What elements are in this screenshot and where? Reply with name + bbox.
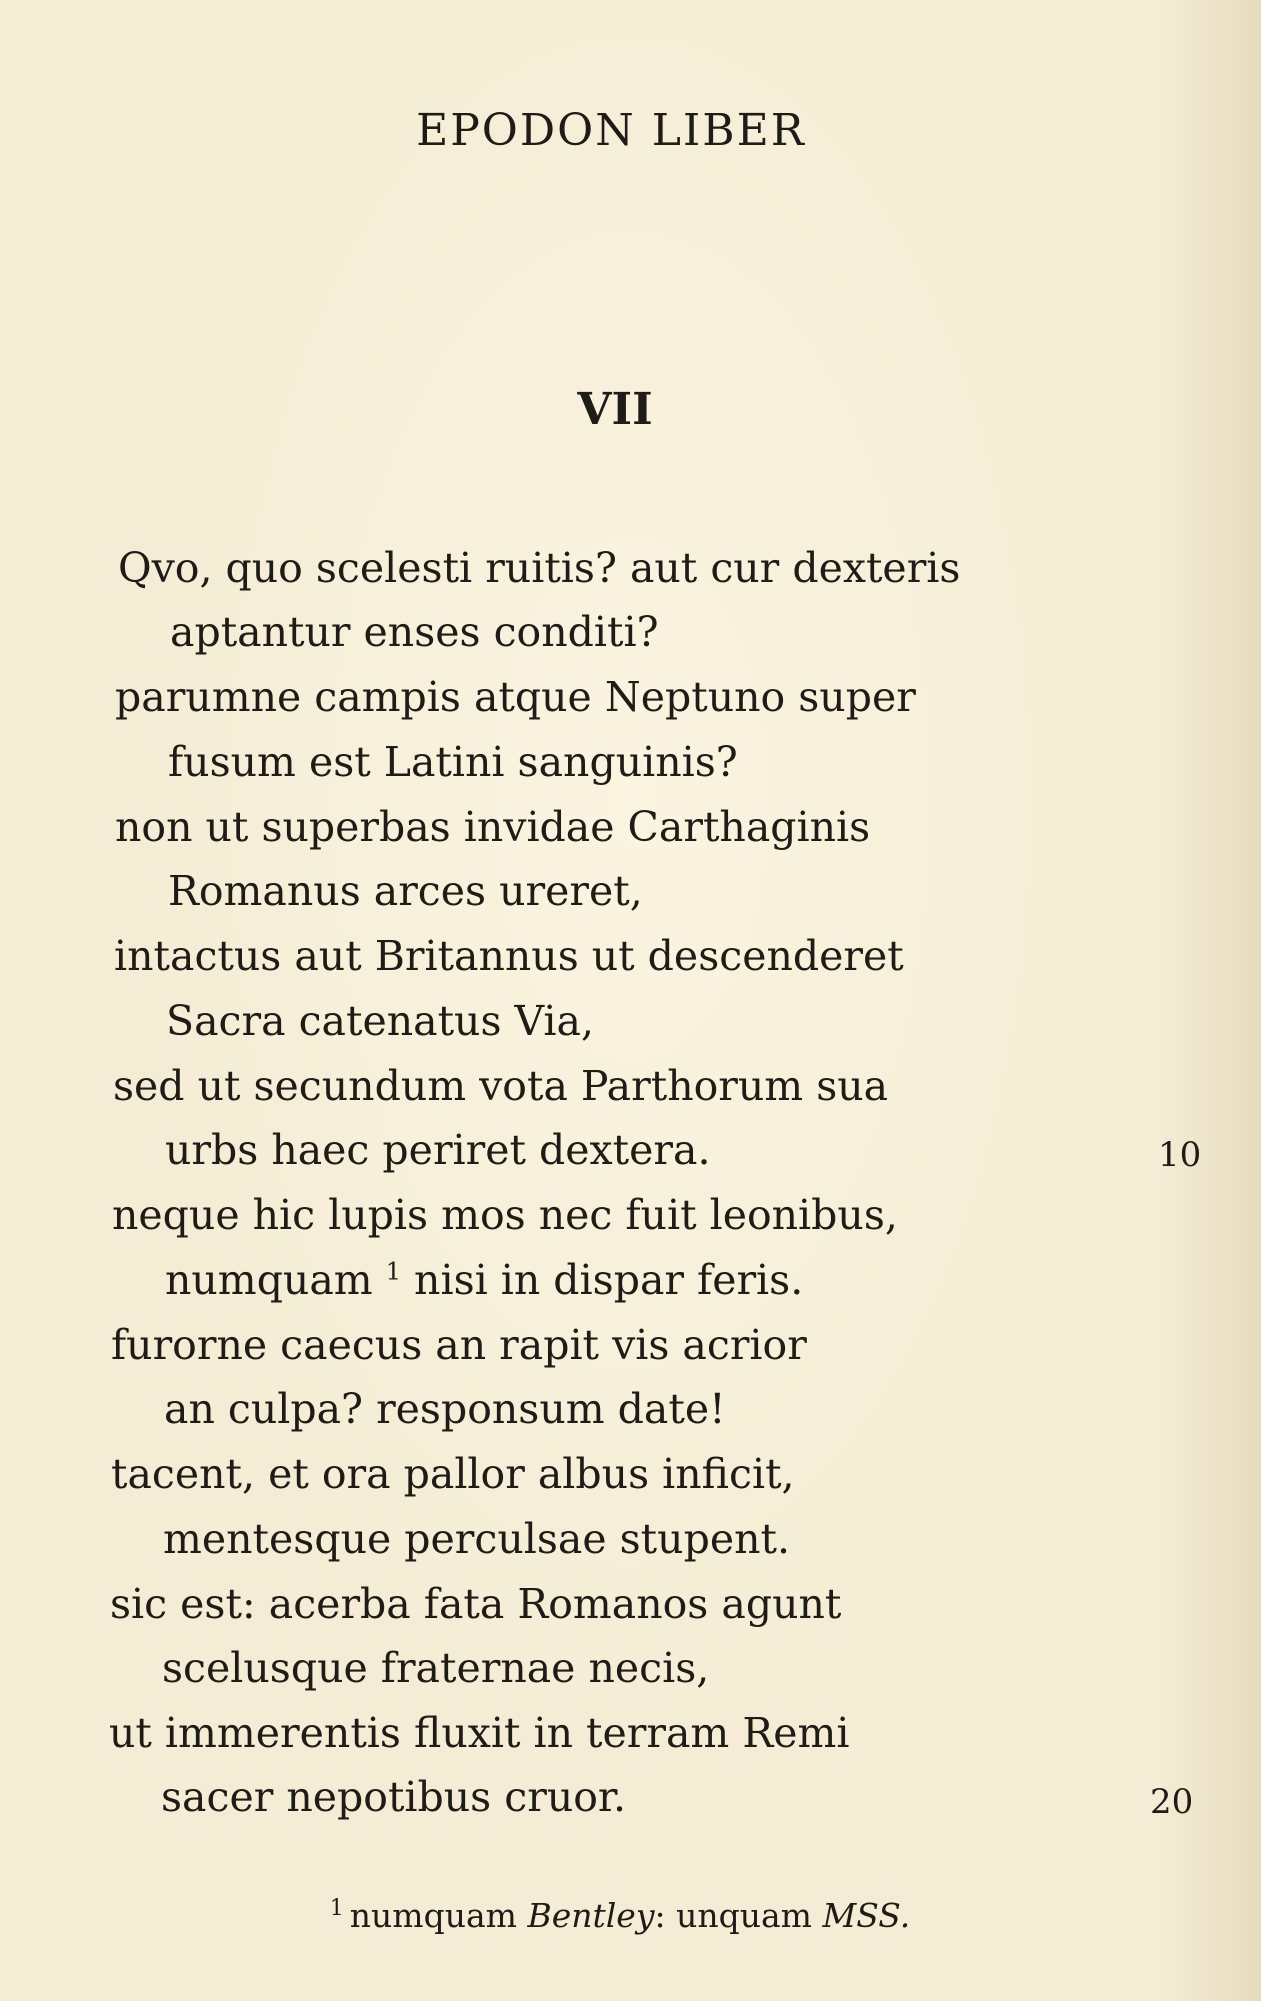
verse-line: an culpa? responsum date! [164, 1385, 726, 1433]
footnote-source: Bentley [527, 1896, 655, 1935]
verse-line: non ut superbas invidae Carthaginis [115, 803, 871, 851]
verse-line: ut immerentis fluxit in terram Remi [109, 1709, 850, 1757]
footnote [0, 1896, 1240, 1935]
line-number: 10 [1158, 1135, 1202, 1175]
footnote-manuscripts: MSS. [822, 1896, 911, 1935]
verse-line: sed ut secundum vota Parthorum sua [113, 1062, 889, 1110]
verse-line: urbs haec periret dextera. [165, 1126, 711, 1174]
footnote-number: 1 [329, 1896, 344, 1921]
verse-line: sic est: acerba fata Romanos agunt [110, 1580, 842, 1628]
line-number: 20 [1150, 1782, 1194, 1822]
footnote-variant: unquam [676, 1896, 812, 1935]
verse-line: furorne caecus an rapit vis acrior [111, 1321, 807, 1369]
verse-line: intactus aut Britannus ut descenderet [114, 932, 904, 980]
footnoted-word: numquam [165, 1256, 373, 1304]
footnote-separator: : [654, 1896, 666, 1935]
footnote-lemma: numquam [349, 1896, 517, 1935]
footnote-reference: 1 [385, 1257, 401, 1286]
poem-text [0, 544, 1261, 1868]
verse-line: aptantur enses conditi? [170, 608, 659, 656]
verse-line: tacent, et ora pallor albus inficit, [111, 1450, 795, 1498]
running-head: EPODON LIBER [416, 105, 806, 156]
verse-line: Qvo, quo scelesti ruitis? aut cur dexteris [118, 544, 961, 592]
verse-line: Romanus arces ureret, [168, 867, 643, 915]
verse-line: neque hic lupis mos nec fuit leonibus, [112, 1191, 898, 1239]
verse-line: mentesque perculsae stupent. [163, 1515, 790, 1563]
verse-line: fusum est Latini sanguinis? [168, 738, 738, 786]
verse-line-remainder: nisi in dispar feris. [414, 1256, 804, 1304]
poem-number: VII [577, 384, 653, 435]
verse-line [165, 1256, 804, 1304]
verse-line: sacer nepotibus cruor. [161, 1773, 627, 1821]
verse-line: Sacra catenatus Via, [166, 997, 594, 1045]
verse-line: scelusque fraternae necis, [162, 1644, 710, 1692]
verse-line: parumne campis atque Neptuno super [115, 673, 916, 721]
